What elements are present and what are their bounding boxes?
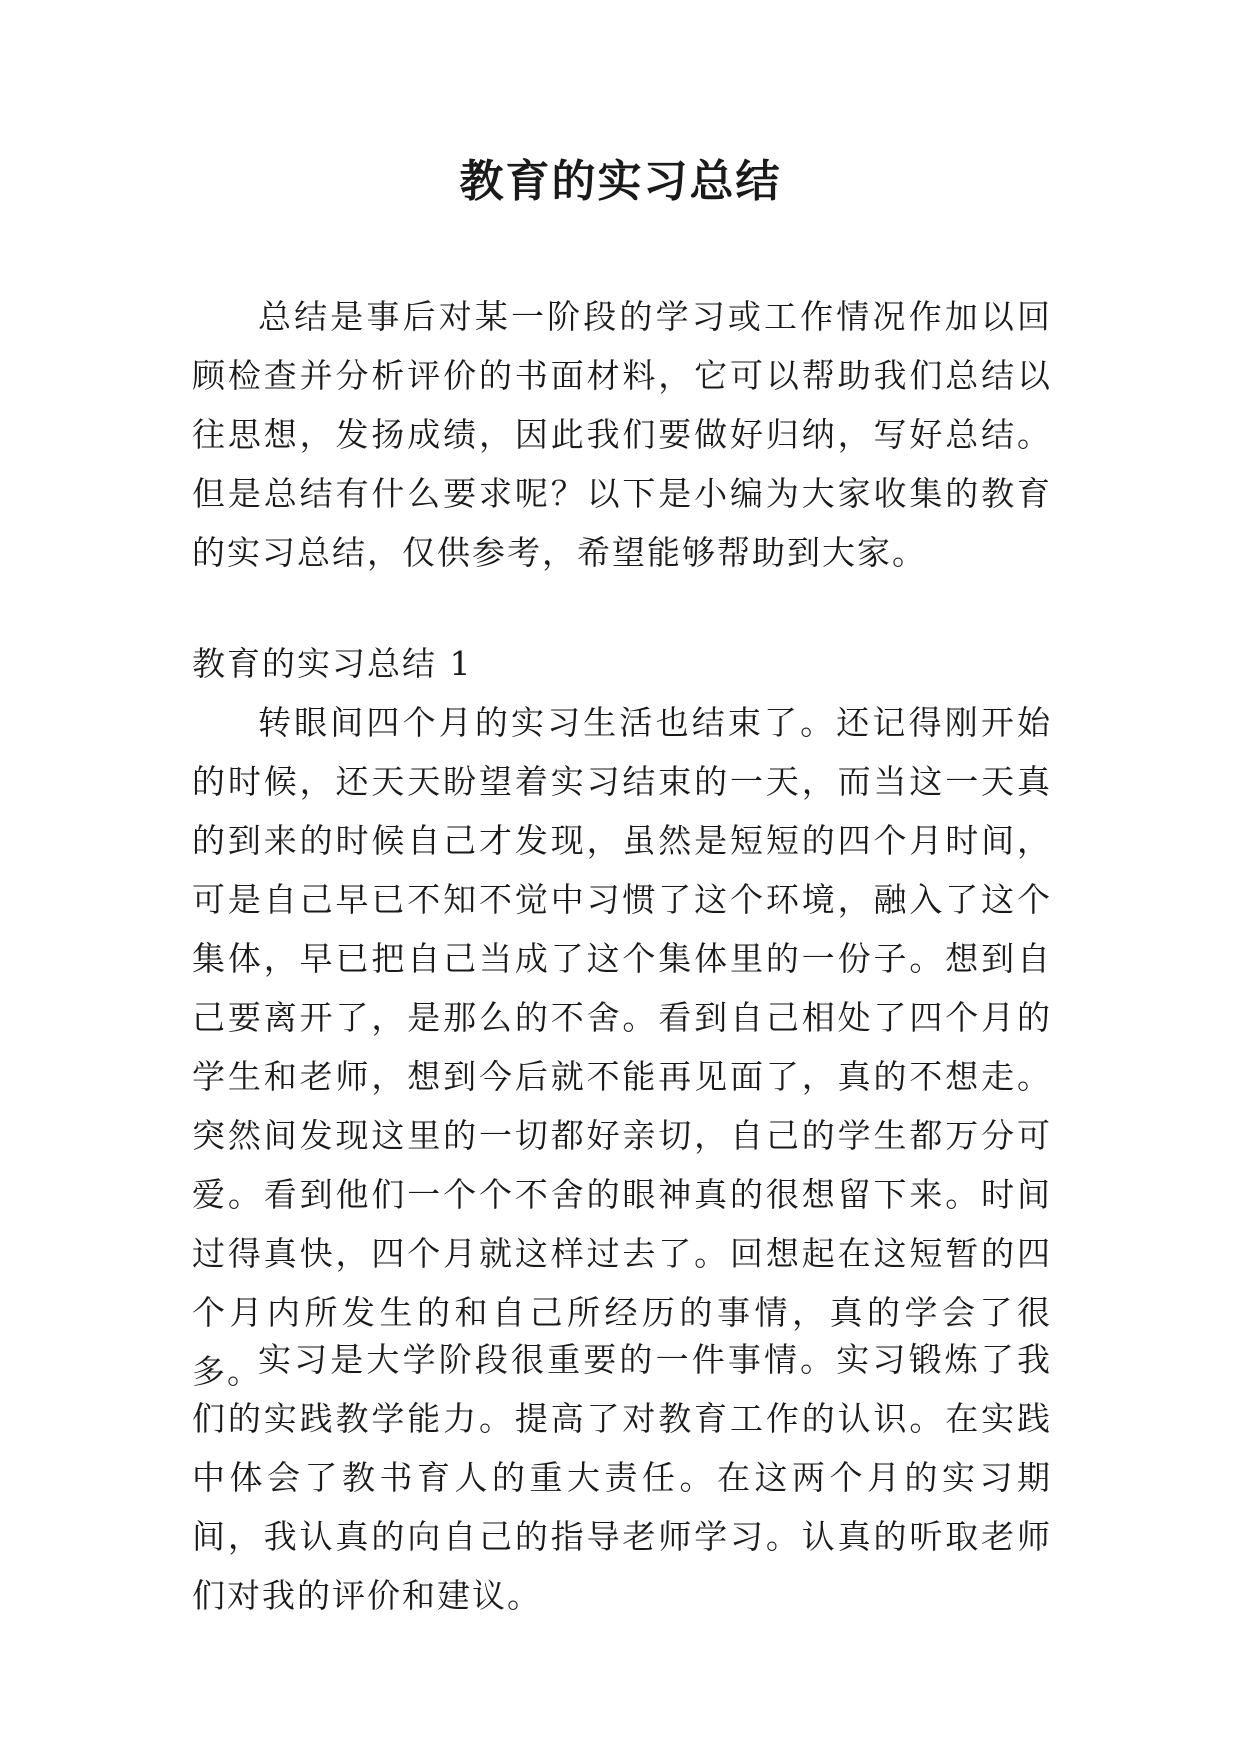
section-paragraph: 实习是大学阶段很重要的一件事情。实习锻炼了我们的实践教学能力。提高了对教育工作的认识。在实践中体会了教书育人的重大责任。在这两个月的实习期间，我认真的向自己的指导老师学习。认真的听取老师们对我的评价和建议。 <box>192 1340 1052 1615</box>
document-title: 教育的实习总结 <box>459 156 782 207</box>
section-heading: 教育的实习总结 1 <box>192 644 473 683</box>
intro-paragraph: 总结是事后对某一阶段的学习或工作情况作加以回顾检查并分析评价的书面材料，它可以帮助我们总结以往思想，发扬成绩，因此我们要做好归纳，写好总结。但是总结有什么要求呢？以下是小编为大家收集的教育的实习总结，仅供参考，希望能够帮助到大家。 <box>192 297 1052 572</box>
section-paragraph: 转眼间四个月的实习生活也结束了。还记得刚开始的时候，还天天盼望着实习结束的一天，而当这一天真的到来的时候自己才发现，虽然是短短的四个月时间，可是自己早已不知不觉中习惯了这个环境，融入了这个集体，早已把自己当成了这个集体里的一份子。想到自己要离开了，是那么的不舍。看到自己相处了四个月的学生和老师，想到今后就不能再见面了，真的不想走。突然间发现这里的一切都好亲切，自己的学生都万分可爱。看到他们一个个不舍的眼神真的很想留下来。时间过得真快，四个月就这样过去了。回想起在这短暂的四个月内所发生的和自己所经历的事情，真的学会了很多。 <box>192 703 1052 1391</box>
